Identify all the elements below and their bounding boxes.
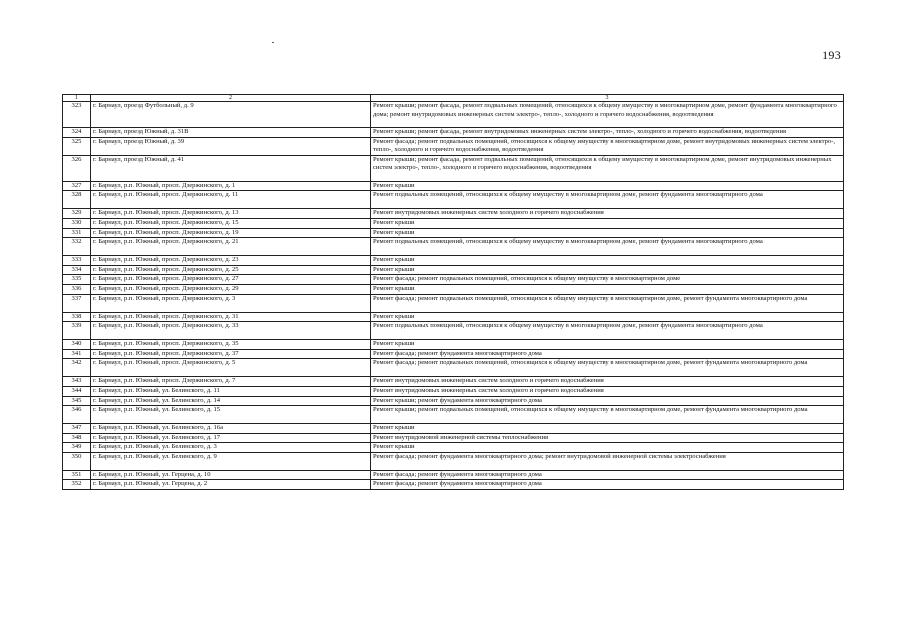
- works-cell: Ремонт подвальных помещений, относящихся к общему имуществу в многоквартирном доме, ремонт фундамента многоквартирного дома: [371, 322, 844, 340]
- row-number-cell: 346: [63, 406, 91, 424]
- works-cell: Ремонт крыши; ремонт фасада, ремонт подвальных помещений, относящихся к общему имуществу в многоквартирном доме, ремонт внутридомовых инженерных систем электро-, тепло-, холодного и горячего водоснабжения, водоотведения: [371, 155, 844, 181]
- works-cell: Ремонт фасада; ремонт фундамента многоквартирного дома: [371, 480, 844, 490]
- row-number-cell: 342: [63, 359, 91, 377]
- works-cell: Ремонт крыши: [371, 312, 844, 322]
- table-body: [63, 102, 844, 490]
- address-cell: г. Барнаул, р.п. Южный, ул. Белинского, д. 15: [91, 406, 371, 424]
- address-cell: г. Барнаул, р.п. Южный, ул. Белинского, д. 11: [91, 386, 371, 396]
- works-cell: Ремонт крыши: [371, 256, 844, 266]
- address-cell: г. Барнаул, р.п. Южный, ул. Герцена, д. 10: [91, 470, 371, 480]
- works-cell: Ремонт крыши; ремонт фасада, ремонт подвальных помещений, относящихся к общему имуществу в многоквартирном доме, ремонт фундамента многоквартирного дома; ремонт внутридомовых инженерных систем электро-, тепло-, холодного и горячего водоснабжения, водоотведения: [371, 102, 844, 128]
- row-number-cell: 328: [63, 191, 91, 209]
- table-row: [63, 256, 844, 266]
- address-cell: г. Барнаул, р.п. Южный, просп. Дзержинского, д. 11: [91, 191, 371, 209]
- column-header-number: 1: [63, 95, 91, 102]
- column-header-address: 2: [91, 95, 371, 102]
- table-row: [63, 424, 844, 434]
- address-cell: г. Барнаул, р.п. Южный, просп. Дзержинского, д. 31: [91, 312, 371, 322]
- table-row: [63, 470, 844, 480]
- table-row: [63, 386, 844, 396]
- table-row: [63, 275, 844, 285]
- table-row: [63, 102, 844, 128]
- table-row: [63, 137, 844, 155]
- address-cell: г. Барнаул, проезд Футбольный, д. 9: [91, 102, 371, 128]
- row-number-cell: 349: [63, 443, 91, 453]
- address-cell: г. Барнаул, р.п. Южный, просп. Дзержинского, д. 5: [91, 359, 371, 377]
- works-cell: Ремонт крыши: [371, 218, 844, 228]
- row-number-cell: 345: [63, 396, 91, 406]
- row-number-cell: 326: [63, 155, 91, 181]
- table-row: [63, 396, 844, 406]
- table-row: [63, 452, 844, 470]
- address-cell: г. Барнаул, р.п. Южный, просп. Дзержинского, д. 19: [91, 228, 371, 238]
- address-cell: г. Барнаул, р.п. Южный, просп. Дзержинского, д. 33: [91, 322, 371, 340]
- table-row: [63, 294, 844, 312]
- table-row: [63, 480, 844, 490]
- table-row: [63, 312, 844, 322]
- works-cell: Ремонт фасада; ремонт подвальных помещений, относящихся к общему имуществу в многоквартирном доме, ремонт фундамента многоквартирного дома: [371, 359, 844, 377]
- table-row: [63, 284, 844, 294]
- row-number-cell: 339: [63, 322, 91, 340]
- address-cell: г. Барнаул, р.п. Южный, просп. Дзержинского, д. 29: [91, 284, 371, 294]
- works-cell: Ремонт крыши: [371, 443, 844, 453]
- address-cell: г. Барнаул, р.п. Южный, ул. Белинского, д. 16а: [91, 424, 371, 434]
- address-cell: г. Барнаул, р.п. Южный, просп. Дзержинского, д. 21: [91, 238, 371, 256]
- header-row: [63, 95, 844, 102]
- works-cell: Ремонт внутридомовых инженерных систем холодного и горячего водоснабжения: [371, 377, 844, 387]
- address-cell: г. Барнаул, р.п. Южный, просп. Дзержинского, д. 15: [91, 218, 371, 228]
- address-cell: г. Барнаул, р.п. Южный, просп. Дзержинского, д. 7: [91, 377, 371, 387]
- table-row: [63, 155, 844, 181]
- address-cell: г. Барнаул, р.п. Южный, просп. Дзержинского, д. 37: [91, 349, 371, 359]
- table-row: [63, 181, 844, 191]
- works-cell: Ремонт фасада; ремонт подвальных помещений, относящихся к общему имуществу в многоквартирном доме: [371, 275, 844, 285]
- address-cell: г. Барнаул, р.п. Южный, просп. Дзержинского, д. 23: [91, 256, 371, 266]
- row-number-cell: 343: [63, 377, 91, 387]
- row-number-cell: 337: [63, 294, 91, 312]
- address-cell: г. Барнаул, р.п. Южный, просп. Дзержинского, д. 13: [91, 209, 371, 219]
- row-number-cell: 338: [63, 312, 91, 322]
- row-number-cell: 324: [63, 128, 91, 138]
- row-number-cell: 347: [63, 424, 91, 434]
- row-number-cell: 351: [63, 470, 91, 480]
- works-cell: Ремонт крыши; ремонт подвальных помещений, относящихся к общему имуществу в многоквартирном доме, ремонт фундамента многоквартирного дома: [371, 406, 844, 424]
- row-number-cell: 335: [63, 275, 91, 285]
- works-cell: Ремонт подвальных помещений, относящихся к общему имуществу в многоквартирном доме, ремонт фундамента многоквартирного дома: [371, 191, 844, 209]
- address-cell: г. Барнаул, р.п. Южный, просп. Дзержинского, д. 27: [91, 275, 371, 285]
- row-number-cell: 327: [63, 181, 91, 191]
- page-number: 193: [822, 48, 841, 62]
- address-cell: г. Барнаул, р.п. Южный, ул. Белинского, д. 3: [91, 443, 371, 453]
- table-row: [63, 406, 844, 424]
- row-number-cell: 323: [63, 102, 91, 128]
- works-cell: Ремонт внутридомовых инженерных систем холодного и горячего водоснабжения: [371, 386, 844, 396]
- address-cell: г. Барнаул, проезд Южный, д. 31В: [91, 128, 371, 138]
- table-row: [63, 433, 844, 443]
- table-row: [63, 322, 844, 340]
- address-cell: г. Барнаул, р.п. Южный, ул. Белинского, д. 17: [91, 433, 371, 443]
- address-cell: г. Барнаул, проезд Южный, д. 39: [91, 137, 371, 155]
- works-cell: Ремонт крыши: [371, 228, 844, 238]
- table-row: [63, 128, 844, 138]
- column-header-works: 3: [371, 95, 844, 102]
- works-cell: Ремонт крыши: [371, 265, 844, 275]
- row-number-cell: 325: [63, 137, 91, 155]
- table-row: [63, 209, 844, 219]
- works-cell: Ремонт крыши; ремонт фасада, ремонт внутридомовых инженерных систем электро-, тепло-, холодного и горячего водоснабжения, водоотведения: [371, 128, 844, 138]
- works-cell: Ремонт крыши; ремонт фундамента многоквартирного дома: [371, 396, 844, 406]
- address-cell: г. Барнаул, р.п. Южный, просп. Дзержинского, д. 25: [91, 265, 371, 275]
- works-cell: Ремонт фасада; ремонт подвальных помещений, относящихся к общему имуществу в многоквартирном доме, ремонт внутридомовых инженерных систем электро-, тепло-, холодного и горячего водоснабжения, водоотведения: [371, 137, 844, 155]
- table-row: [63, 340, 844, 350]
- table-row: [63, 228, 844, 238]
- row-number-cell: 344: [63, 386, 91, 396]
- row-number-cell: 330: [63, 218, 91, 228]
- works-cell: Ремонт крыши: [371, 284, 844, 294]
- address-cell: г. Барнаул, р.п. Южный, просп. Дзержинского, д. 1: [91, 181, 371, 191]
- address-cell: г. Барнаул, р.п. Южный, ул. Белинского, д. 9: [91, 452, 371, 470]
- table-row: [63, 377, 844, 387]
- registry-table: [62, 94, 844, 490]
- table-row: [63, 359, 844, 377]
- row-number-cell: 332: [63, 238, 91, 256]
- row-number-cell: 340: [63, 340, 91, 350]
- works-cell: Ремонт фасада; ремонт фундамента многоквартирного дома: [371, 349, 844, 359]
- row-number-cell: 333: [63, 256, 91, 266]
- row-number-cell: 341: [63, 349, 91, 359]
- works-cell: Ремонт фасада; ремонт фундамента многоквартирного дома: [371, 470, 844, 480]
- works-cell: Ремонт крыши: [371, 424, 844, 434]
- works-cell: Ремонт фасада; ремонт подвальных помещений, относящихся к общему имуществу в многоквартирном доме, ремонт фундамента многоквартирного дома: [371, 294, 844, 312]
- row-number-cell: 350: [63, 452, 91, 470]
- row-number-cell: 329: [63, 209, 91, 219]
- address-cell: г. Барнаул, р.п. Южный, просп. Дзержинского, д. 35: [91, 340, 371, 350]
- table-row: [63, 191, 844, 209]
- works-cell: Ремонт внутридомовой инженерной системы теплоснабжения: [371, 433, 844, 443]
- table-row: [63, 238, 844, 256]
- address-cell: г. Барнаул, р.п. Южный, ул. Герцена, д. 2: [91, 480, 371, 490]
- table-row: [63, 265, 844, 275]
- address-cell: г. Барнаул, проезд Южный, д. 41: [91, 155, 371, 181]
- row-number-cell: 352: [63, 480, 91, 490]
- works-cell: Ремонт крыши: [371, 340, 844, 350]
- address-cell: г. Барнаул, р.п. Южный, просп. Дзержинского, д. 3: [91, 294, 371, 312]
- scan-speck: [272, 42, 274, 43]
- table-row: [63, 443, 844, 453]
- address-cell: г. Барнаул, р.п. Южный, ул. Белинского, д. 14: [91, 396, 371, 406]
- works-cell: Ремонт подвальных помещений, относящихся к общему имуществу в многоквартирном доме, ремонт фундамента многоквартирного дома: [371, 238, 844, 256]
- row-number-cell: 348: [63, 433, 91, 443]
- row-number-cell: 331: [63, 228, 91, 238]
- table-row: [63, 218, 844, 228]
- works-cell: Ремонт крыши: [371, 181, 844, 191]
- works-cell: Ремонт фасада; ремонт фундамента многоквартирного дома; ремонт внутридомовой инженерной системы электроснабжения: [371, 452, 844, 470]
- row-number-cell: 334: [63, 265, 91, 275]
- table-row: [63, 349, 844, 359]
- row-number-cell: 336: [63, 284, 91, 294]
- works-cell: Ремонт внутридомовых инженерных систем холодного и горячего водоснабжения: [371, 209, 844, 219]
